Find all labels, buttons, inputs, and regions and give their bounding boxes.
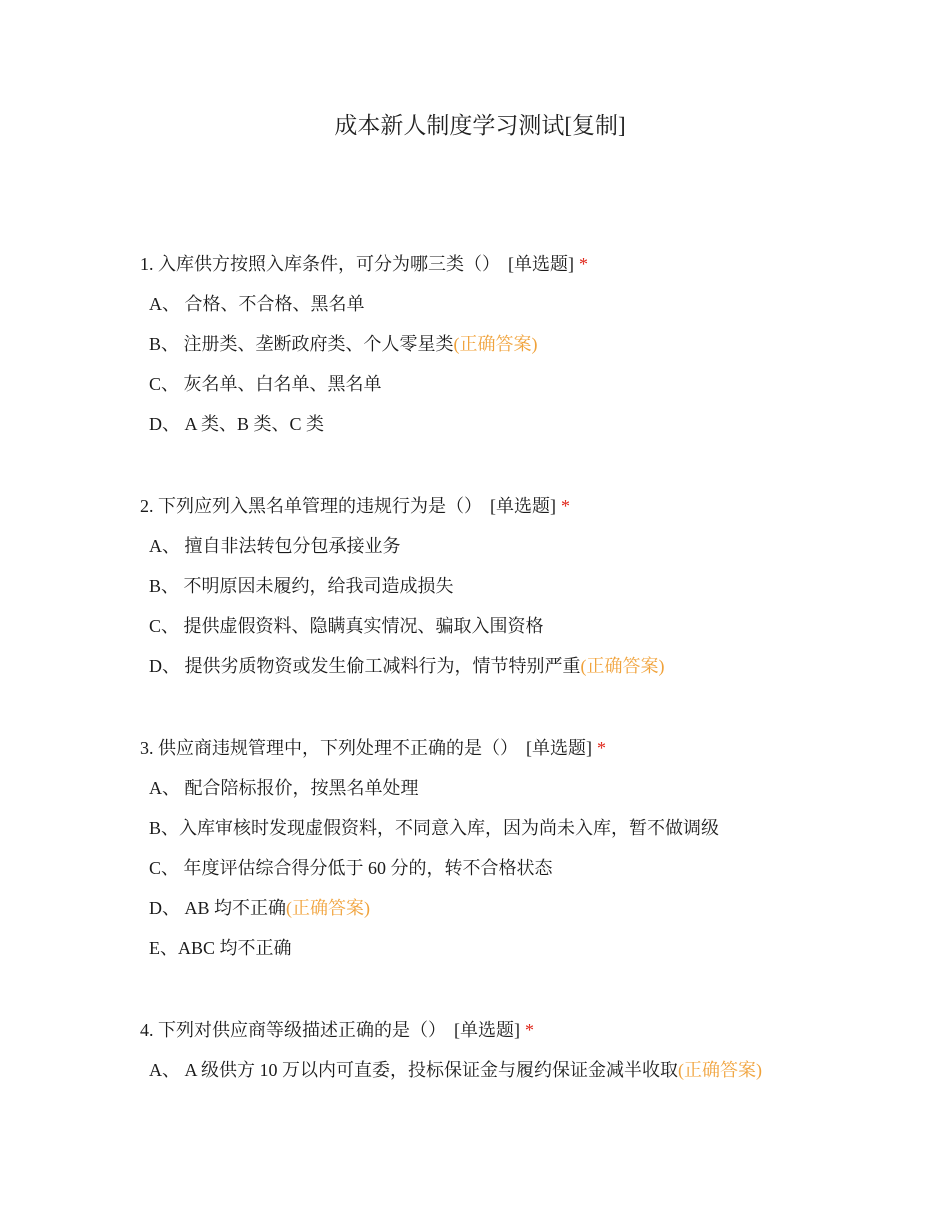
question-1 [140, 252, 900, 436]
option-label: B、入库审核时发现虚假资料，不同意入库，因为尚未入库，暂不做调级 [149, 818, 720, 838]
question-stem [140, 494, 900, 518]
correct-answer-mark: (正确答案) [580, 656, 665, 676]
correct-answer-mark: (正确答案) [678, 1060, 763, 1080]
question-stem [140, 1018, 900, 1042]
option-a [149, 1058, 900, 1082]
question-text: 1. 入库供方按照入库条件，可分为哪三类（） [140, 254, 500, 274]
question-text: 2. 下列应列入黑名单管理的违规行为是（） [140, 496, 482, 516]
option-d [149, 654, 900, 678]
option-label: C、 灰名单、白名单、黑名单 [149, 374, 382, 394]
option-label: B、 注册类、垄断政府类、个人零星类 [149, 334, 454, 354]
required-mark: * [597, 738, 606, 758]
option-label: A、 A 级供方 10 万以内可直委，投标保证金与履约保证金减半收取 [149, 1060, 679, 1080]
question-text: 3. 供应商违规管理中，下列处理不正确的是（） [140, 738, 518, 758]
option-b [149, 332, 900, 356]
option-e [149, 936, 900, 960]
option-list [140, 292, 900, 436]
option-label: E、ABC 均不正确 [149, 938, 292, 958]
required-mark: * [525, 1020, 534, 1040]
option-label: A、 合格、不合格、黑名单 [149, 294, 365, 314]
option-label: C、 提供虚假资料、隐瞒真实情况、骗取入围资格 [149, 616, 544, 636]
option-a [149, 292, 900, 316]
option-label: A、 配合陪标报价，按黑名单处理 [149, 778, 419, 798]
question-type: [单选题] [490, 496, 556, 516]
option-label: D、 提供劣质物资或发生偷工减料行为，情节特别严重 [149, 656, 581, 676]
question-type: [单选题] [454, 1020, 520, 1040]
question-stem [140, 252, 900, 276]
option-c [149, 614, 900, 638]
question-type: [单选题] [508, 254, 574, 274]
correct-answer-mark: (正确答案) [286, 898, 371, 918]
option-label: D、 A 类、B 类、C 类 [149, 414, 325, 434]
question-stem [140, 736, 900, 760]
option-label: C、 年度评估综合得分低于 60 分的，转不合格状态 [149, 858, 553, 878]
question-2 [140, 494, 900, 678]
option-label: B、 不明原因未履约，给我司造成损失 [149, 576, 454, 596]
option-a [149, 534, 900, 558]
option-list [140, 1058, 900, 1082]
option-list [140, 776, 900, 960]
question-text: 4. 下列对供应商等级描述正确的是（） [140, 1020, 446, 1040]
option-d [149, 896, 900, 920]
question-type: [单选题] [526, 738, 592, 758]
required-mark: * [579, 254, 588, 274]
option-list [140, 534, 900, 678]
required-mark: * [561, 496, 570, 516]
question-4 [140, 1018, 900, 1082]
option-label: A、 擅自非法转包分包承接业务 [149, 536, 401, 556]
option-d [149, 412, 900, 436]
option-b [149, 816, 900, 840]
option-a [149, 776, 900, 800]
option-c [149, 856, 900, 880]
option-c [149, 372, 900, 396]
correct-answer-mark: (正确答案) [453, 334, 538, 354]
option-label: D、 AB 均不正确 [149, 898, 287, 918]
option-b [149, 574, 900, 598]
question-3 [140, 736, 900, 960]
page-title: 成本新人制度学习测试[复制] [334, 113, 626, 138]
